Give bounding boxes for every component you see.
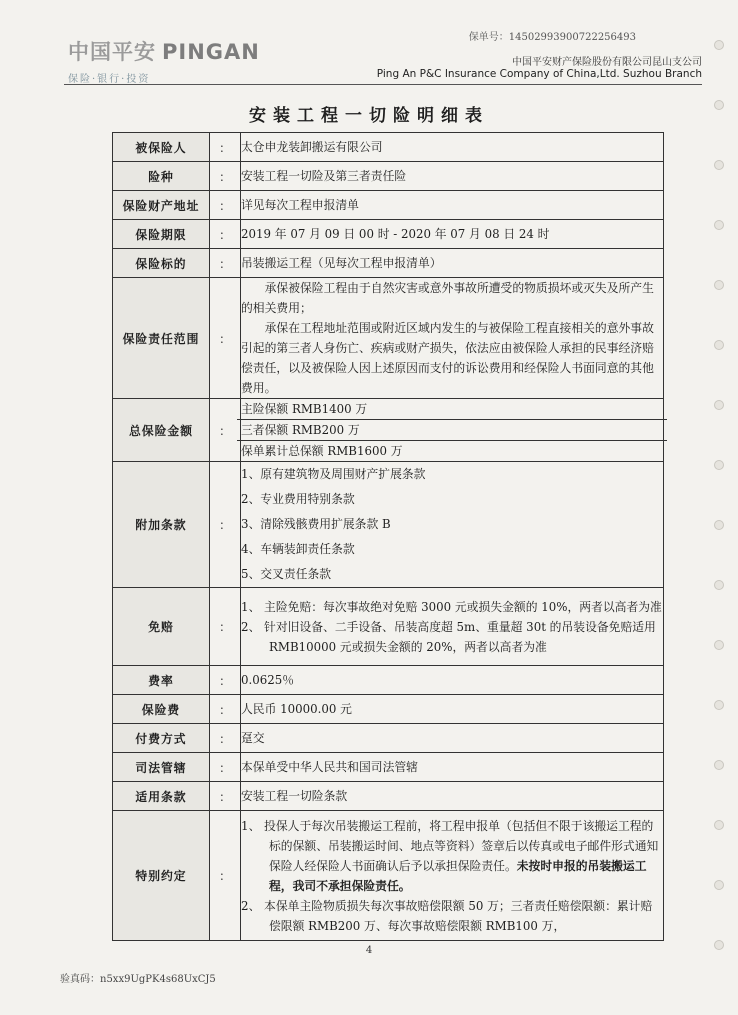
special-item-1-text: 1、 投保人于每次吊装搬运工程前，将工程申报单（包括但不限于该搬运工程的标的保额、吊装搬运时间、地点等资料）签章后以传真或电子邮件形式通知保险人经保险人书面确认后予以承担保险责任。 [241,818,659,873]
colon: ： [210,695,241,724]
label-special: 特别约定 [113,811,210,941]
colon: ： [210,220,241,249]
label-insured: 被保险人 [113,133,210,162]
row-coverage [113,162,664,191]
label-premium: 保险费 [113,695,210,724]
value-coverage: 安装工程一切险及第三者责任险 [241,162,664,191]
row-address [113,191,664,220]
sum-item: 三者保额 RMB200 万 [237,419,667,440]
row-special [113,811,664,941]
value-jurisdiction: 本保单受中华人民共和国司法管辖 [241,753,664,782]
scope-paragraph-1: 承保被保险工程由于自然灾害或意外事故所遭受的物质损坏或灭失及所产生的相关费用； [241,281,654,315]
label-jurisdiction: 司法管辖 [113,753,210,782]
colon: ： [210,666,241,695]
verification-code: 验真码：n5xx9UgPK4s68UxCJ5 [60,974,216,985]
sum-item: 保单累计总保额 RMB1600 万 [237,440,667,461]
colon: ： [210,753,241,782]
colon: ： [210,162,241,191]
row-rate [113,666,664,695]
value-clauses [241,462,664,588]
row-payment [113,724,664,753]
deductible-item: 1、 主险免赔：每次事故绝对免赔 3000 元或损失金额的 10%，两者以高者为准 [241,599,662,614]
colon: ： [210,811,241,941]
value-scope [241,278,664,399]
value-sum [241,399,664,462]
clause-item: 2、专业费用特别条款 [241,492,355,506]
label-deductible: 免赔 [113,588,210,666]
row-deductible [113,588,664,666]
special-item-2: 2、 本保单主险物质损失每次事故赔偿限额 50 万；三者责任赔偿限额：累计赔偿限额 RMB200 万、每次事故赔偿限额 RMB100 万， [241,898,653,933]
colon: ： [210,724,241,753]
value-premium: 人民币 10000.00 元 [241,695,664,724]
logo-cn-text: 中国平安 [68,40,156,64]
row-scope [113,278,664,399]
company-name-en: Ping An P&C Insurance Company of China,Ltd. Suzhou Branch [376,68,702,80]
logo-en-text: PINGAN [162,40,260,64]
logo-tagline: 保险·银行·投资 [68,74,151,85]
colon: ： [210,191,241,220]
special-item-1-emphasis: 未按时申报的吊装搬运工程，我司不承担保险责任。 [269,858,647,893]
colon: ： [210,249,241,278]
label-payment: 付费方式 [113,724,210,753]
scope-paragraph-2: 承保在工程地址范围或附近区域内发生的与被保险工程直接相关的意外事故引起的第三者人身伤亡、疾病或财产损失，依法应由被保险人承担的民事经济赔偿责任，以及被保险人因上述原因而支付的诉讼费用和经保险人书面同意的其他费用。 [241,321,654,395]
company-name-cn: 中国平安财产保险股份有限公司昆山支公司 [512,57,702,68]
colon: ： [210,782,241,811]
colon: ： [210,133,241,162]
document-title: 安装工程一切险明细表 [249,106,489,126]
label-coverage: 险种 [113,162,210,191]
label-sum: 总保险金额 [113,399,210,462]
company-logo [68,36,260,85]
binding-holes [714,40,724,980]
row-jurisdiction [113,753,664,782]
label-period: 保险期限 [113,220,210,249]
value-applicable: 安装工程一切险条款 [241,782,664,811]
value-payment: 趸交 [241,724,664,753]
row-sum [113,399,664,462]
row-subject [113,249,664,278]
colon: ： [210,462,241,588]
page-number: 4 [365,945,373,956]
value-rate: 0.0625％ [241,666,664,695]
row-applicable [113,782,664,811]
value-insured: 太仓申龙装卸搬运有限公司 [241,133,664,162]
deductible-item: 2、 针对旧设备、二手设备、吊装高度超 5m、重量超 30t 的吊装设备免赔适用 RMB10000 元或损失金额的 20%，两者以高者为准 [241,619,656,654]
sum-item: 主险保额 RMB1400 万 [241,402,368,416]
row-premium [113,695,664,724]
label-address: 保险财产地址 [113,191,210,220]
row-period [113,220,664,249]
value-period: 2019 年 07 月 09 日 00 时 - 2020 年 07 月 08 日 24 时 [241,220,664,249]
schedule-table [112,132,664,941]
value-address: 详见每次工程申报清单 [241,191,664,220]
value-deductible [241,588,664,666]
label-subject: 保险标的 [113,249,210,278]
policy-number: 保单号：14502993900722256493 [468,32,636,43]
colon: ： [210,399,241,462]
row-insured [113,133,664,162]
special-item-1 [241,816,663,896]
header-divider [64,84,702,85]
clause-item: 1、原有建筑物及周围财产扩展条款 [241,467,426,481]
row-clauses [113,462,664,588]
clause-item: 3、清除残骸费用扩展条款 B [241,517,391,531]
colon: ： [210,588,241,666]
value-subject: 吊装搬运工程（见每次工程申报清单） [241,249,664,278]
clause-item: 4、车辆装卸责任条款 [241,542,355,556]
value-special [241,811,664,941]
colon: ： [210,278,241,399]
label-rate: 费率 [113,666,210,695]
label-applicable: 适用条款 [113,782,210,811]
clause-item: 5、交叉责任条款 [241,567,332,581]
label-clauses: 附加条款 [113,462,210,588]
label-scope: 保险责任范围 [113,278,210,399]
